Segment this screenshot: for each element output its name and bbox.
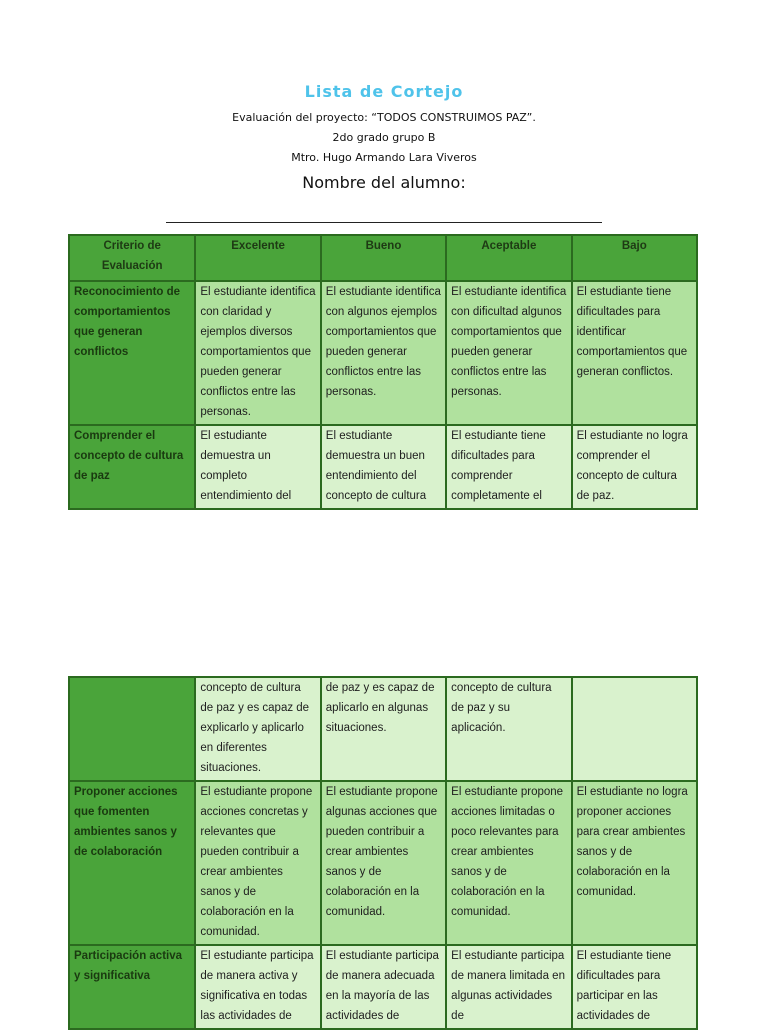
criterion-cell: Reconocimiento de comportamientos que generan conflictos bbox=[69, 281, 195, 425]
table-cell: El estudiante no logra comprender el concepto de cultura de paz. bbox=[572, 425, 697, 509]
header-bajo: Bajo bbox=[572, 235, 697, 281]
teacher-line: Mtro. Hugo Armando Lara Viveros bbox=[291, 151, 477, 164]
table-cell: concepto de cultura de paz y su aplicación. bbox=[446, 677, 571, 781]
table-cell: El estudiante identifica con claridad y ejemplos diversos comportamientos que pueden generar conflictos entre las personas. bbox=[195, 281, 320, 425]
table-row bbox=[69, 281, 697, 425]
rubric-table-page2 bbox=[68, 676, 698, 1030]
table-row bbox=[69, 781, 697, 945]
project-line: Evaluación del proyecto: “TODOS CONSTRUIMOS PAZ”. bbox=[232, 111, 536, 124]
header-aceptable: Aceptable bbox=[446, 235, 571, 281]
table-cell: El estudiante tiene dificultades para participar en las actividades de bbox=[572, 945, 697, 1029]
table-cell: El estudiante tiene dificultades para comprender completamente el bbox=[446, 425, 571, 509]
table-cell: El estudiante demuestra un buen entendimiento del concepto de cultura bbox=[321, 425, 446, 509]
rubric-table-page1 bbox=[68, 234, 698, 510]
criterion-cell: Proponer acciones que fomenten ambientes sanos y de colaboración bbox=[69, 781, 195, 945]
table-row bbox=[69, 425, 697, 509]
table-cell: El estudiante participa de manera activa y significativa en todas las actividades de bbox=[195, 945, 320, 1029]
table-row bbox=[69, 677, 697, 781]
table-cell: El estudiante no logra proponer acciones para crear ambientes sanos y de colaboración en la comunidad. bbox=[572, 781, 697, 945]
grade-line: 2do grado grupo B bbox=[332, 131, 436, 144]
table-cell: El estudiante participa de manera limitada en algunas actividades de bbox=[446, 945, 571, 1029]
table-cell: concepto de cultura de paz y es capaz de explicarlo y aplicarlo en diferentes situaciones. bbox=[195, 677, 320, 781]
table-cell bbox=[572, 677, 697, 781]
table-header-row bbox=[69, 235, 697, 281]
table-cell: El estudiante propone acciones limitadas o poco relevantes para crear ambientes sanos y de colaboración en la comunidad. bbox=[446, 781, 571, 945]
student-name-label: Nombre del alumno: bbox=[302, 173, 466, 192]
header-bueno: Bueno bbox=[321, 235, 446, 281]
criterion-cell: Participación activa y significativa bbox=[69, 945, 195, 1029]
document-title: Lista de Cortejo bbox=[304, 82, 464, 101]
table-cell: El estudiante propone algunas acciones que pueden contribuir a crear ambientes sanos y de colaboración en la comunidad. bbox=[321, 781, 446, 945]
header-excelente: Excelente bbox=[195, 235, 320, 281]
table-cell: El estudiante demuestra un completo entendimiento del bbox=[195, 425, 320, 509]
table-cell: de paz y es capaz de aplicarlo en algunas situaciones. bbox=[321, 677, 446, 781]
criterion-cell bbox=[69, 677, 195, 781]
table-cell: El estudiante identifica con algunos ejemplos comportamientos que pueden generar conflictos entre las personas. bbox=[321, 281, 446, 425]
table-cell: El estudiante propone acciones concretas y relevantes que pueden contribuir a crear ambientes sanos y de colaboración en la comunidad. bbox=[195, 781, 320, 945]
student-name-line bbox=[166, 222, 602, 223]
table-cell: El estudiante tiene dificultades para identificar comportamientos que generan conflictos. bbox=[572, 281, 697, 425]
criterion-cell: Comprender el concepto de cultura de paz bbox=[69, 425, 195, 509]
table-cell: El estudiante participa de manera adecuada en la mayoría de las actividades de bbox=[321, 945, 446, 1029]
table-cell: El estudiante identifica con dificultad algunos comportamientos que pueden generar conflictos entre las personas. bbox=[446, 281, 571, 425]
header-criterion: Criterio de Evaluación bbox=[69, 235, 195, 281]
table-row bbox=[69, 945, 697, 1029]
